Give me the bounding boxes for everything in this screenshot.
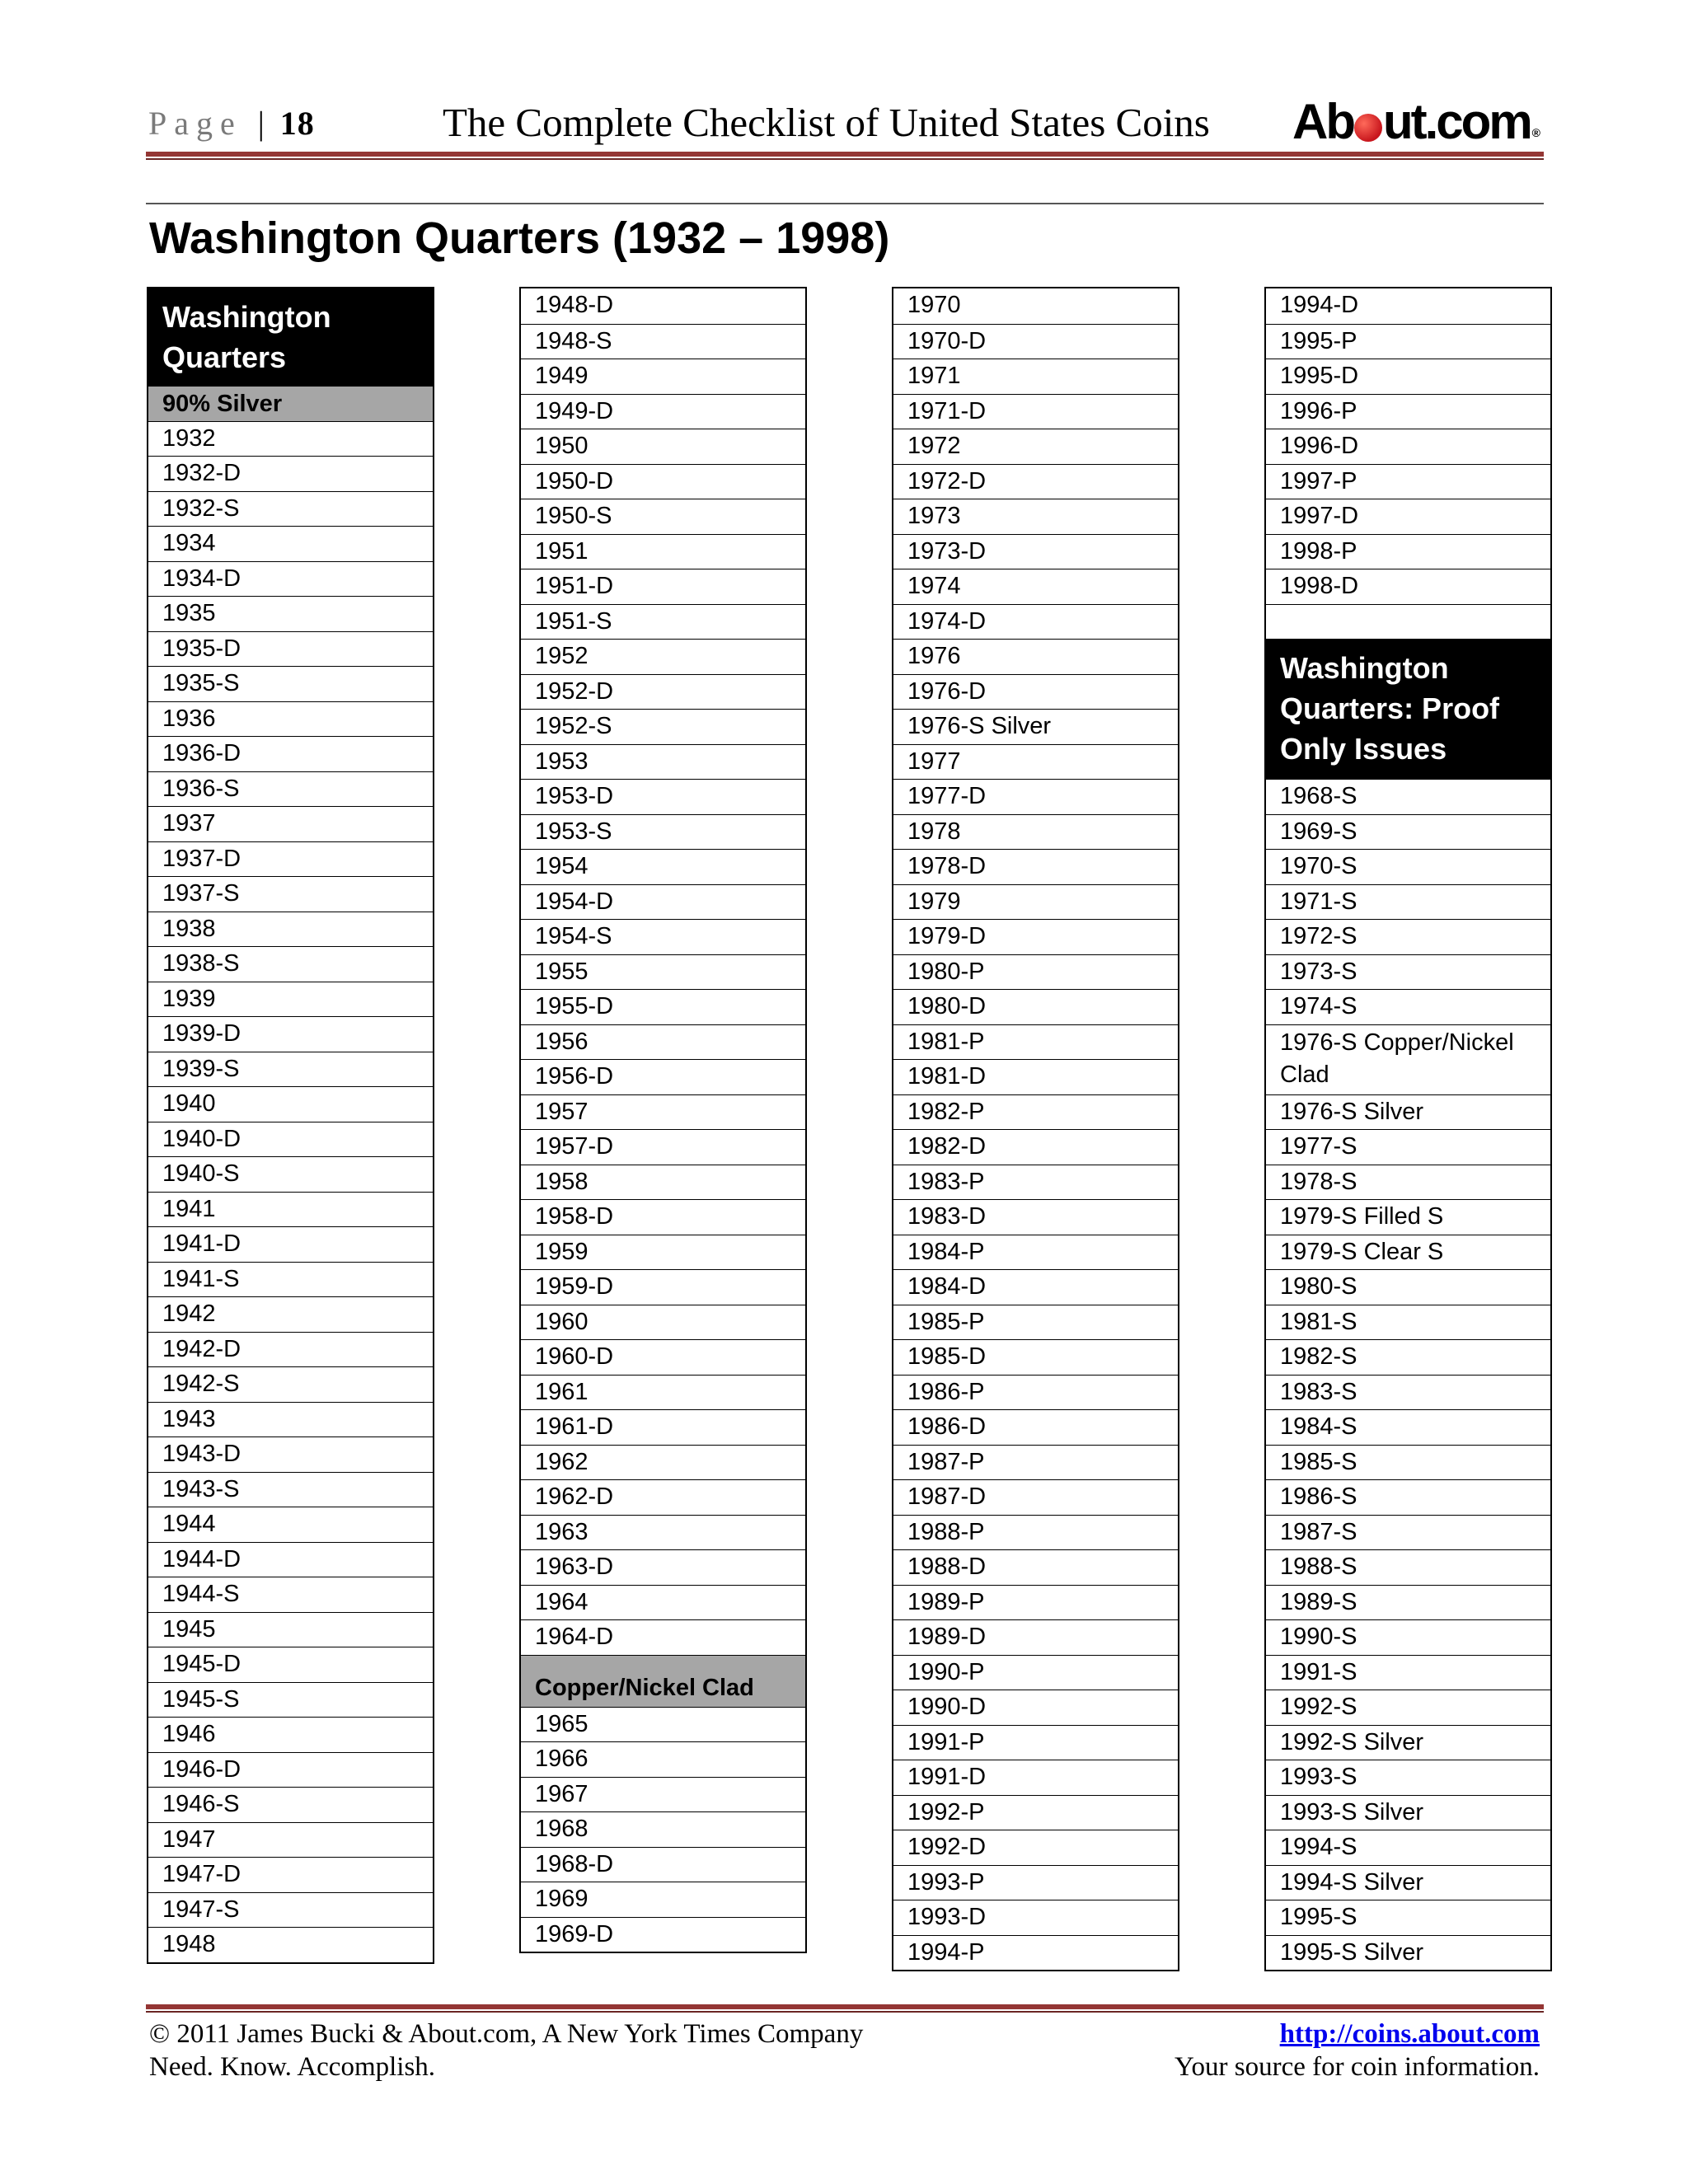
checklist-row: 1993-D: [893, 1900, 1178, 1935]
checklist-row: 1979: [893, 884, 1178, 920]
footer-left: [149, 2018, 863, 2083]
checklist-row: 1943: [148, 1402, 433, 1437]
checklist-column-2: [519, 287, 807, 1953]
checklist-row: 1952-D: [521, 674, 805, 710]
tagline-text: Need. Know. Accomplish.: [149, 2052, 436, 2082]
checklist-row: 1963-D: [521, 1549, 805, 1585]
checklist-row: 1985-S: [1266, 1445, 1550, 1480]
checklist-row: 1980-S: [1266, 1269, 1550, 1305]
checklist-row: 1932: [148, 421, 433, 457]
checklist-row: 1944: [148, 1507, 433, 1542]
checklist-row: 1977-S: [1266, 1129, 1550, 1165]
checklist-row: 1976-D: [893, 674, 1178, 710]
checklist-row: 1982-S: [1266, 1339, 1550, 1375]
checklist-row: 1954: [521, 849, 805, 884]
checklist-row: 1978-S: [1266, 1165, 1550, 1200]
checklist-row: 1943-D: [148, 1436, 433, 1472]
checklist-row: 1988-D: [893, 1549, 1178, 1585]
checklist-row: 1952: [521, 639, 805, 674]
checklist-row: 1979-D: [893, 919, 1178, 954]
checklist-row: 1932-S: [148, 491, 433, 527]
footer-rule-thin: [146, 2011, 1544, 2013]
checklist-row: 1942-S: [148, 1366, 433, 1402]
checklist-row: 1971: [893, 359, 1178, 394]
copyright-text: © 2011 James Bucki & About.com, A New York Times Company: [149, 2019, 864, 2049]
checklist-row: 1995-P: [1266, 324, 1550, 359]
link-caption: Your source for coin information.: [1175, 2052, 1540, 2082]
checklist-row: 1981-P: [893, 1024, 1178, 1060]
checklist-row: 1945-S: [148, 1682, 433, 1718]
checklist-row: 1935-S: [148, 666, 433, 701]
checklist-row: 1946: [148, 1717, 433, 1752]
page-header: [148, 94, 1544, 157]
header-rule: [146, 152, 1544, 157]
checklist-row: 1953-D: [521, 779, 805, 814]
checklist-row: 1954-S: [521, 919, 805, 954]
checklist-column-1: [147, 287, 434, 1964]
checklist-row: 1970-D: [893, 324, 1178, 359]
checklist-row: 1984-D: [893, 1269, 1178, 1305]
checklist-row: 1974-S: [1266, 989, 1550, 1024]
checklist-row: 1986-P: [893, 1375, 1178, 1410]
checklist-row: 1998-P: [1266, 534, 1550, 569]
checklist-row: 1937: [148, 806, 433, 841]
checklist-row: 1968-S: [1266, 779, 1550, 814]
checklist-row: 1976-S Copper/Nickel Clad: [1266, 1024, 1550, 1094]
checklist-row: 1993-P: [893, 1865, 1178, 1900]
checklist-row: 1955-D: [521, 989, 805, 1024]
checklist-row: 1947-S: [148, 1892, 433, 1928]
checklist-row: 1989-S: [1266, 1585, 1550, 1620]
checklist-row: 1965: [521, 1707, 805, 1742]
checklist-column-4: [1264, 287, 1552, 1971]
checklist-row: 1943-S: [148, 1472, 433, 1507]
subheading-90-silver: 90% Silver: [148, 386, 433, 421]
checklist-row: 1972: [893, 429, 1178, 464]
coins-about-link[interactable]: http://coins.about.com: [1279, 2019, 1540, 2049]
checklist-row: 1984-P: [893, 1235, 1178, 1270]
checklist-row: 1981-S: [1266, 1305, 1550, 1340]
checklist-row: 1986-D: [893, 1409, 1178, 1445]
checklist-row: 1942-D: [148, 1332, 433, 1367]
checklist-row: 1958-D: [521, 1199, 805, 1235]
checklist-row: 1934-D: [148, 561, 433, 597]
checklist-row: 1934: [148, 526, 433, 561]
checklist-row: 1950-S: [521, 499, 805, 534]
checklist-row: 1960: [521, 1305, 805, 1340]
checklist-row: 1948-D: [535, 292, 614, 318]
checklist-row: 1982-P: [893, 1094, 1178, 1130]
checklist-row: 1936: [148, 701, 433, 737]
about-logo: Ab ut.com ®: [1292, 94, 1540, 149]
checklist-row: 1938: [148, 912, 433, 947]
checklist-row: 1935: [148, 596, 433, 631]
checklist-row: 1988-P: [893, 1515, 1178, 1550]
checklist-row: 1979-S Clear S: [1266, 1235, 1550, 1270]
checklist-row: 1971-D: [893, 394, 1178, 429]
checklist-row: 1974: [893, 569, 1178, 604]
checklist-row: 1945-D: [148, 1647, 433, 1682]
subheading-copper-nickel-clad: Copper/Nickel Clad: [521, 1655, 805, 1707]
checklist-row: 1959-D: [521, 1269, 805, 1305]
checklist-row: 1952-S: [521, 709, 805, 744]
checklist-row: 1935-D: [148, 631, 433, 667]
checklist-column-3: [892, 287, 1179, 1971]
checklist-row: 1993-S: [1266, 1760, 1550, 1795]
checklist-row: 1991-D: [893, 1760, 1178, 1795]
checklist-row: 1968-D: [521, 1847, 805, 1882]
checklist-row: 1973-S: [1266, 954, 1550, 990]
checklist-row: 1970: [907, 292, 961, 318]
checklist-row: 1948: [148, 1927, 433, 1962]
checklist-row: 1964: [521, 1585, 805, 1620]
checklist-row: 1948-S: [521, 324, 805, 359]
checklist-row: 1990-S: [1266, 1619, 1550, 1655]
checklist-row: 1992-S Silver: [1266, 1725, 1550, 1760]
page-number-label: Page | 18: [148, 105, 315, 142]
checklist-row: 1944-S: [148, 1577, 433, 1612]
checklist-row: 1936-S: [148, 771, 433, 807]
checklist-row: 1941: [148, 1192, 433, 1227]
section-divider: [146, 203, 1544, 204]
checklist-row: 1945: [148, 1612, 433, 1647]
checklist-row: 1961: [521, 1375, 805, 1410]
checklist-row: 1994-S Silver: [1266, 1865, 1550, 1900]
checklist-row: 1995-S Silver: [1266, 1935, 1550, 1971]
checklist-row: 1956-D: [521, 1059, 805, 1094]
checklist-row: 1939-S: [148, 1052, 433, 1087]
checklist-row: 1951-D: [521, 569, 805, 604]
checklist-row: 1949-D: [521, 394, 805, 429]
checklist-row: 1989-P: [893, 1585, 1178, 1620]
checklist-row: 1977-D: [893, 779, 1178, 814]
checklist-row: 1961-D: [521, 1409, 805, 1445]
checklist-row: 1992-S: [1266, 1690, 1550, 1725]
checklist-row: 1985-P: [893, 1305, 1178, 1340]
checklist-row: 1991-P: [893, 1725, 1178, 1760]
checklist-row: 1949: [521, 359, 805, 394]
checklist-row: 1941-S: [148, 1262, 433, 1297]
checklist-row: 1959: [521, 1235, 805, 1270]
checklist-row: 1980-D: [893, 989, 1178, 1024]
proof-only-heading: Washington Quarters: Proof Only Issues: [1266, 639, 1550, 779]
checklist-row: 1962-D: [521, 1479, 805, 1515]
checklist-row: 1978: [893, 814, 1178, 850]
footer-right: [1175, 2018, 1540, 2083]
checklist-row: 1942: [148, 1296, 433, 1332]
checklist-row: 1958: [521, 1165, 805, 1200]
checklist-row: 1986-S: [1266, 1479, 1550, 1515]
checklist-row: 1947: [148, 1822, 433, 1858]
checklist-row: 1983-D: [893, 1199, 1178, 1235]
checklist-row: 1992-D: [893, 1830, 1178, 1865]
checklist-row: 1963: [521, 1515, 805, 1550]
checklist-row: 1962: [521, 1445, 805, 1480]
checklist-row: 1954-D: [521, 884, 805, 920]
checklist-row: 1994-S: [1266, 1830, 1550, 1865]
checklist-row: 1957: [521, 1094, 805, 1130]
checklist-row: 1976: [893, 639, 1178, 674]
checklist-row: 1947-D: [148, 1857, 433, 1892]
checklist-row: 1982-D: [893, 1129, 1178, 1165]
checklist-row: 1994-D: [1280, 292, 1359, 318]
checklist-row: 1993-S Silver: [1266, 1795, 1550, 1830]
checklist-row: 1989-D: [893, 1619, 1178, 1655]
page-number: 18: [279, 105, 315, 142]
checklist-row: 1977: [893, 744, 1178, 780]
checklist-row: 1950: [521, 429, 805, 464]
checklist-row: 1984-S: [1266, 1409, 1550, 1445]
checklist-row: 1996-D: [1266, 429, 1550, 464]
checklist-row: 1983-P: [893, 1165, 1178, 1200]
checklist-row: 1987-S: [1266, 1515, 1550, 1550]
checklist-row: 1937-D: [148, 841, 433, 877]
checklist-row: 1950-D: [521, 464, 805, 499]
checklist-row: 1987-P: [893, 1445, 1178, 1480]
checklist-row: 1970-S: [1266, 849, 1550, 884]
checklist-row: 1953: [521, 744, 805, 780]
checklist-row: 1973-D: [893, 534, 1178, 569]
checklist-row: 1966: [521, 1741, 805, 1777]
checklist-row: 1955: [521, 954, 805, 990]
checklist-row: 1981-D: [893, 1059, 1178, 1094]
checklist-row: 1969-S: [1266, 814, 1550, 850]
checklist-row: 1972-D: [893, 464, 1178, 499]
checklist-row: 1936-D: [148, 736, 433, 771]
checklist-row: 1956: [521, 1024, 805, 1060]
checklist-row: 1951-S: [521, 604, 805, 640]
checklist-row: 1967: [521, 1777, 805, 1812]
checklist-row: 1997-D: [1266, 499, 1550, 534]
checklist-row: 1946-D: [148, 1752, 433, 1788]
checklist-row: 1996-P: [1266, 394, 1550, 429]
checklist-row: 1983-S: [1266, 1375, 1550, 1410]
section-title: Washington Quarters (1932 – 1998): [149, 213, 890, 263]
checklist-row: 1940-S: [148, 1156, 433, 1192]
checklist-row: 1980-P: [893, 954, 1178, 990]
column-heading: Washington Quarters: [148, 288, 433, 386]
checklist-row: 1991-S: [1266, 1655, 1550, 1690]
checklist-row: 1937-S: [148, 876, 433, 912]
logo-dot-icon: [1354, 114, 1382, 142]
checklist-row: 1969-D: [521, 1917, 805, 1952]
checklist-row: 1946-S: [148, 1787, 433, 1822]
checklist-row: 1951: [521, 534, 805, 569]
checklist-row: 1990-D: [893, 1690, 1178, 1725]
checklist-row: 1939: [148, 982, 433, 1017]
checklist-row: 1964-D: [521, 1619, 805, 1655]
checklist-row: 1994-P: [893, 1935, 1178, 1971]
checklist-row: 1985-D: [893, 1339, 1178, 1375]
checklist-row: 1990-P: [893, 1655, 1178, 1690]
checklist-row: 1939-D: [148, 1016, 433, 1052]
checklist-row: 1988-S: [1266, 1549, 1550, 1585]
checklist-row: 1932-D: [148, 456, 433, 491]
checklist-row: 1969: [521, 1882, 805, 1917]
checklist-row: 1940: [148, 1086, 433, 1122]
document-title: The Complete Checklist of United States Coins: [443, 100, 1210, 145]
checklist-row: 1992-P: [893, 1795, 1178, 1830]
checklist-row: 1997-P: [1266, 464, 1550, 499]
checklist-row: 1960-D: [521, 1339, 805, 1375]
checklist-row: 1995-D: [1266, 359, 1550, 394]
checklist-row: 1978-D: [893, 849, 1178, 884]
checklist-row: 1944-D: [148, 1542, 433, 1577]
header-rule-thin: [146, 158, 1544, 160]
checklist-row: 1974-D: [893, 604, 1178, 640]
checklist-row: 1987-D: [893, 1479, 1178, 1515]
checklist-row: 1957-D: [521, 1129, 805, 1165]
footer-rule: [146, 2004, 1544, 2009]
checklist-row: 1953-S: [521, 814, 805, 850]
checklist-row: 1976-S Silver: [893, 709, 1178, 744]
checklist-row: 1938-S: [148, 946, 433, 982]
checklist-row: 1973: [893, 499, 1178, 534]
checklist-row: 1979-S Filled S: [1266, 1199, 1550, 1235]
checklist-row: 1940-D: [148, 1122, 433, 1157]
checklist-row: 1968: [521, 1811, 805, 1847]
checklist-row: 1941-D: [148, 1226, 433, 1262]
checklist-row: 1998-D: [1266, 569, 1550, 604]
checklist-row: 1972-S: [1266, 919, 1550, 954]
checklist-row: 1976-S Silver: [1266, 1094, 1550, 1130]
empty-row: [1266, 604, 1550, 640]
checklist-row: 1971-S: [1266, 884, 1550, 920]
checklist-row: 1995-S: [1266, 1900, 1550, 1935]
